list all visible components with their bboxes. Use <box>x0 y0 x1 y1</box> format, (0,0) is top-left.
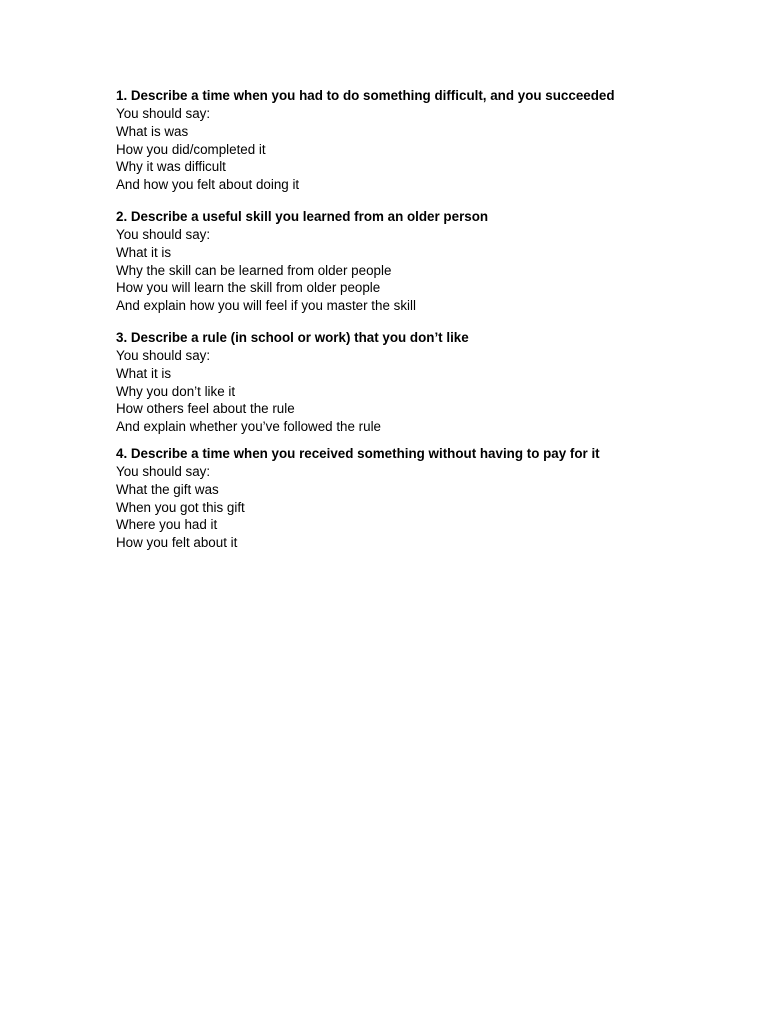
list-item: Where you had it <box>116 517 218 533</box>
list-item: How others feel about the rule <box>116 401 295 417</box>
list-item: And explain whether you’ve followed the rule <box>116 419 382 435</box>
question-title: 4. Describe a time when you received something without having to pay for it <box>116 445 600 461</box>
list-item: What the gift was <box>116 481 219 497</box>
list-item: And how you felt about doing it <box>116 177 300 193</box>
list-item: How you will learn the skill from older people <box>116 280 381 296</box>
question-prompt: You should say: <box>116 463 211 479</box>
document-body <box>116 87 716 552</box>
list-item: When you got this gift <box>116 499 245 515</box>
list-item: What it is <box>116 365 172 381</box>
question-block-1 <box>116 87 716 194</box>
list-item: What is was <box>116 123 189 139</box>
question-title: 3. Describe a rule (in school or work) that you don’t like <box>116 329 469 345</box>
list-item: Why you don’t like it <box>116 383 236 399</box>
question-block-3 <box>116 329 716 436</box>
question-points <box>116 481 716 552</box>
list-item: How you felt about it <box>116 535 238 551</box>
question-prompt: You should say: <box>116 347 211 363</box>
question-title: 1. Describe a time when you had to do something difficult, and you succeeded <box>116 88 615 103</box>
question-points <box>116 244 716 315</box>
question-prompt: You should say: <box>116 106 211 121</box>
list-item: And explain how you will feel if you master the skill <box>116 298 416 314</box>
list-item: Why it was difficult <box>116 159 226 175</box>
question-title: 2. Describe a useful skill you learned from an older person <box>116 208 489 224</box>
question-points <box>116 123 716 194</box>
question-block-4 <box>116 445 716 552</box>
question-prompt: You should say: <box>116 226 211 242</box>
list-item: How you did/completed it <box>116 141 266 157</box>
question-block-2 <box>116 208 716 315</box>
question-points <box>116 365 716 436</box>
list-item: Why the skill can be learned from older people <box>116 262 392 278</box>
list-item: What it is <box>116 244 172 260</box>
